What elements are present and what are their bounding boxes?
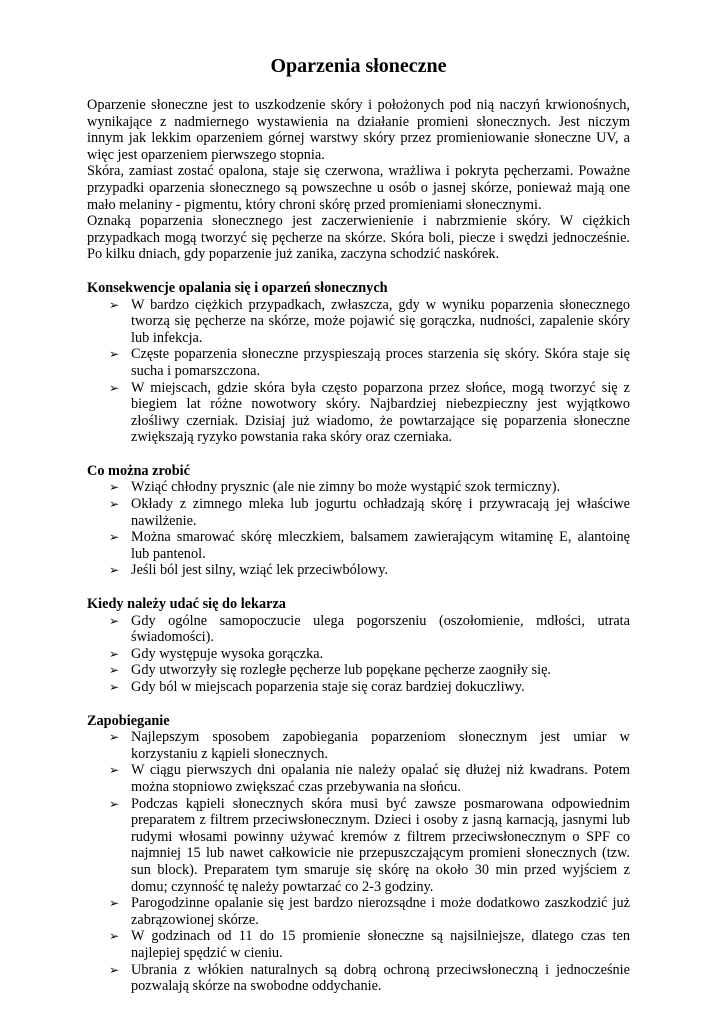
section-consequences [87,280,630,446]
section-heading: Kiedy należy udać się do lekarza [87,596,286,613]
list-item: ➢ W godzinach od 11 do 15 promienie słoneczne są najsilniejsze, dlatego czas ten najlepiej spędzić w cieniu. [109,928,630,961]
list-item: ➢ Jeśli ból jest silny, wziąć lek przeciwbólowy. [109,562,389,579]
bullet-list [87,613,630,696]
section-what-to-do [87,463,630,579]
arrow-bullet-icon: ➢ [109,730,120,745]
bullet-list [87,729,630,995]
intro-paragraph: Skóra, zamiast zostać opalona, staje się czerwona, wrażliwa i pokryta pęcherzami. Poważne przypadki oparzenia słonecznego są powszechne u osób o jasnej skórze, ponieważ mają one mało melaniny - pigmentu, który chroni skórę przed promieniami słonecznymi. [87,163,630,213]
list-item: ➢ Częste poparzenia słoneczne przyspieszają proces starzenia się skóry. Skóra staje się sucha i pomarszczona. [109,346,630,379]
list-item: ➢ W miejscach, gdzie skóra była często poparzona przez słońce, mogą tworzyć się z biegiem lat różne nowotwory skóry. Najbardziej niebezpieczny jest wyjątkowo złośliwy czerniak. Dzisiaj już wiadomo, że powtarzające się poparzenia słoneczne zwiększają ryzyko powstania raka skóry oraz czerniaka. [109,379,630,446]
list-item: ➢ Gdy utworzyły się rozległe pęcherze lub popękane pęcherze zaogniły się. [109,662,551,679]
bullet-list [87,479,630,579]
arrow-bullet-icon: ➢ [109,530,120,545]
arrow-bullet-icon: ➢ [109,480,120,495]
arrow-bullet-icon: ➢ [109,796,120,811]
arrow-bullet-icon: ➢ [109,663,120,678]
arrow-bullet-icon: ➢ [109,613,120,628]
list-item: ➢ Można smarować skórę mleczkiem, balsamem zawierającym witaminę E, alantoinę lub pantenol. [109,529,630,562]
list-item: ➢ Podczas kąpieli słonecznych skóra musi być zawsze posmarowana odpowiednim preparatem z filtrem przeciwsłonecznym. Dzieci i osoby z jasną karnacją, jasnymi lub rudymi włosami powinny używać kremów z filtrem przeciwsłonecznym o SPF co najmniej 15 lub nawet całkowicie nie przepuszczającym promieni słonecznych (tzw. sun block). Preparatem tym smaruje się skórę na około 30 min przed wyjściem z domu; czynność tę należy powtarzać co 2-3 godziny. [109,795,630,895]
section-heading: Zapobieganie [87,712,170,729]
list-item: ➢ Gdy ból w miejscach poparzenia staje się coraz bardziej dokuczliwy. [109,679,525,695]
arrow-bullet-icon: ➢ [109,347,120,362]
arrow-bullet-icon: ➢ [109,680,120,694]
list-item: ➢ Wziąć chłodny prysznic (ale nie zimny bo może wystąpić szok termiczny). [109,479,561,496]
arrow-bullet-icon: ➢ [109,297,120,312]
intro-paragraph: Oparzenie słoneczne jest to uszkodzenie skóry i położonych pod nią naczyń krwionośnych, wynikające z nadmiernego wystawienia na działanie promieni słonecznych. Jest niczym innym jak lekkim oparzeniem górnej warstwy skóry przez promieniowanie słoneczne UV, a więc jest oparzeniem pierwszego stopnia. [87,97,630,163]
list-item: ➢ Najlepszym sposobem zapobiegania poparzeniom słonecznym jest umiar w korzystaniu z kąpieli słonecznych. [109,729,630,762]
arrow-bullet-icon: ➢ [109,763,120,778]
list-item: ➢ W bardzo ciężkich przypadkach, zwłaszcza, gdy w wyniku poparzenia słonecznego tworzą się pęcherze na skórze, może pojawić się gorączka, nudności, zapalenie skóry lub infekcja. [109,296,630,346]
page-title: Oparzenia słoneczne [270,55,447,77]
arrow-bullet-icon: ➢ [109,896,120,911]
section-heading: Konsekwencje opalania się i oparzeń słonecznych [87,279,388,296]
arrow-bullet-icon: ➢ [109,380,120,395]
list-item: ➢ W ciągu pierwszych dni opalania nie należy opalać się dłużej niż kwadrans. Potem można stopniowo zwiększać czas przebywania na słońcu. [109,762,630,795]
arrow-bullet-icon: ➢ [109,646,120,661]
list-item: ➢ Parogodzinne opalanie się jest bardzo nierozsądne i może dodatkowo zaszkodzić już zabrązowionej skórze. [109,895,630,928]
list-item: ➢ Okłady z zimnego mleka lub jogurtu ochładzają skórę i przywracają jej właściwe nawilżenie. [109,496,630,529]
list-item: ➢ Gdy ogólne samopoczucie ulega pogorszeniu (oszołomienie, mdłości, utrata świadomości). [109,612,630,646]
arrow-bullet-icon: ➢ [109,563,120,578]
list-item: ➢ Gdy występuje wysoka gorączka. [109,645,324,662]
section-see-doctor [87,596,630,696]
arrow-bullet-icon: ➢ [109,929,120,944]
section-heading: Co można zrobić [87,462,190,479]
arrow-bullet-icon: ➢ [109,497,120,512]
arrow-bullet-icon: ➢ [109,962,120,977]
section-prevention [87,713,630,995]
intro [87,97,630,263]
bullet-list [87,297,630,446]
intro-paragraph: Oznaką poparzenia słonecznego jest zaczerwienienie i nabrzmienie skóry. W ciężkich przypadkach mogą tworzyć się pęcherze na skórze. Skóra boli, piecze i swędzi jednocześnie. Po kilku dniach, gdy poparzenie już zanika, zaczyna schodzić naskórek. [87,213,630,263]
list-item: ➢ Ubrania z włókien naturalnych są dobrą ochroną przeciwsłoneczną i jednocześnie pozwalają skórze na swobodne oddychanie. [109,961,630,995]
